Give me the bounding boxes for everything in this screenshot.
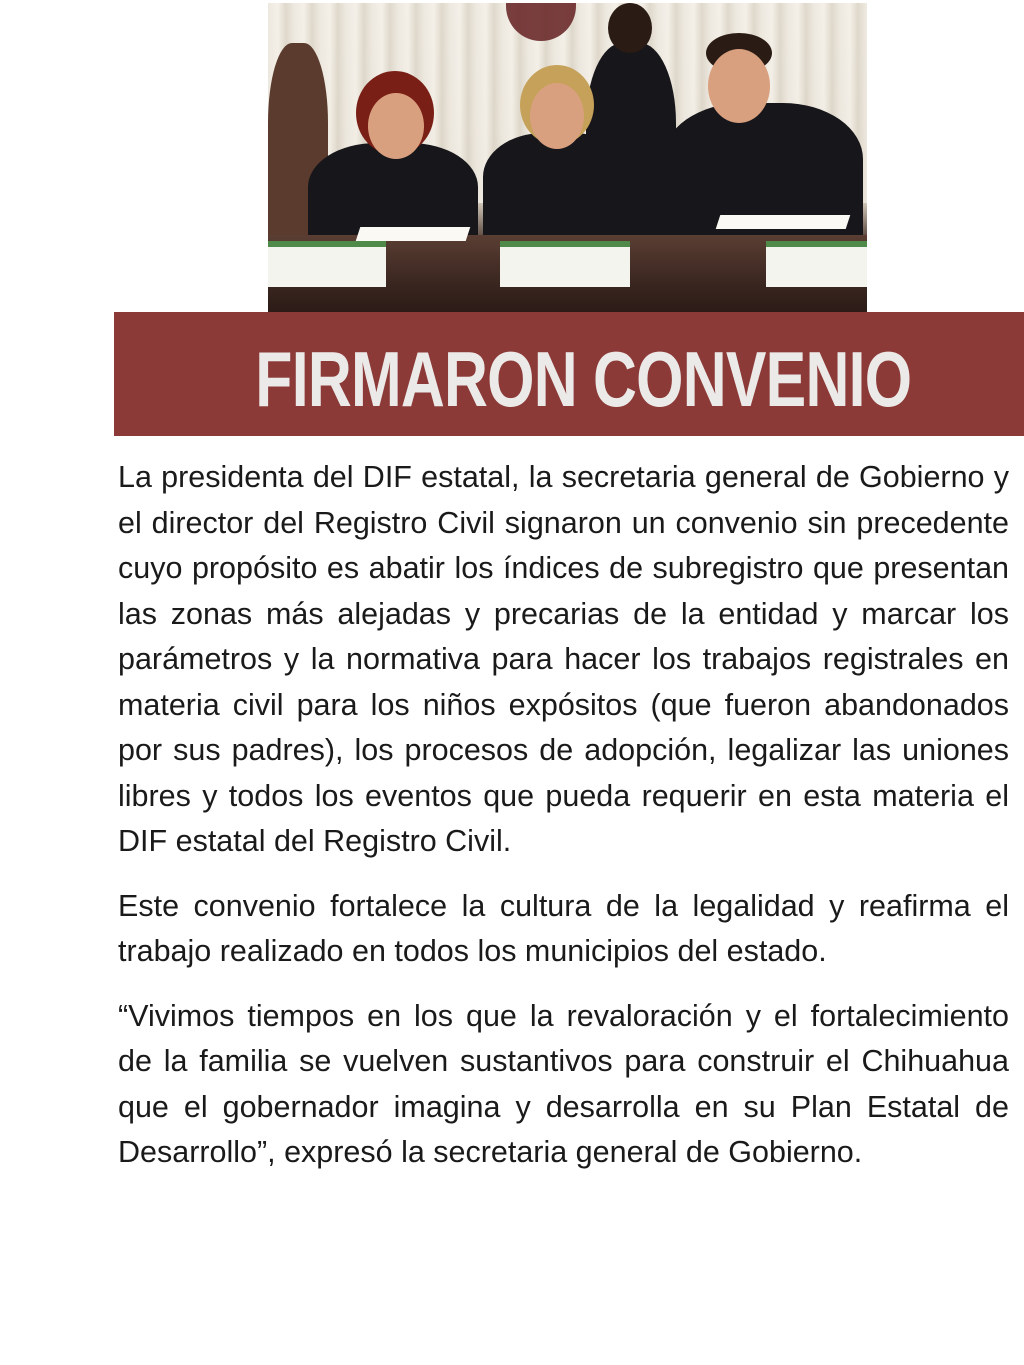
document-left [356, 227, 471, 241]
person-left-face [368, 93, 424, 159]
nameplate-left [268, 241, 386, 287]
article-paragraph-2: Este convenio fortalece la cultura de la legalidad y reafirma el trabajo realizado en todos los municipios del estado. [118, 888, 1009, 968]
person-center-face [530, 83, 584, 149]
person-center [483, 133, 633, 243]
person-standing-head [608, 3, 652, 53]
headline-banner [114, 312, 1024, 436]
article-paragraph-1: La presidenta del DIF estatal, la secretaria general de Gobierno y el director del Registro Civil signaron un convenio sin precedente cuyo propósito es abatir los índices de subregistro que presentan las zonas más alejadas y precarias de la entidad y marcar los parámetros y la normativa para hacer los trabajos registrales en materia civil para los niños expósitos (que fueron abandonados por sus padres), los procesos de adopción, legalizar las uniones libres y todos los eventos que pueda requerir en esta materia el DIF estatal del Registro Civil. [118, 460, 1009, 858]
nameplate-right [766, 241, 867, 287]
nameplate-center [500, 241, 630, 287]
document-right [716, 215, 851, 229]
person-right-face [708, 49, 770, 123]
article-body [118, 455, 1009, 1195]
headline-title: FIRMARON CONVENIO [255, 335, 912, 423]
article-paragraph-3: “Vivimos tiempos en los que la revaloración y el fortalecimiento de la familia se vuelven sustantivos para construir el Chihuahua que el gobernador imagina y desarrolla en su Plan Estatal de Desarrollo”, expresó la secretaria general de Gobierno. [118, 998, 1009, 1169]
signing-photo [268, 3, 867, 315]
